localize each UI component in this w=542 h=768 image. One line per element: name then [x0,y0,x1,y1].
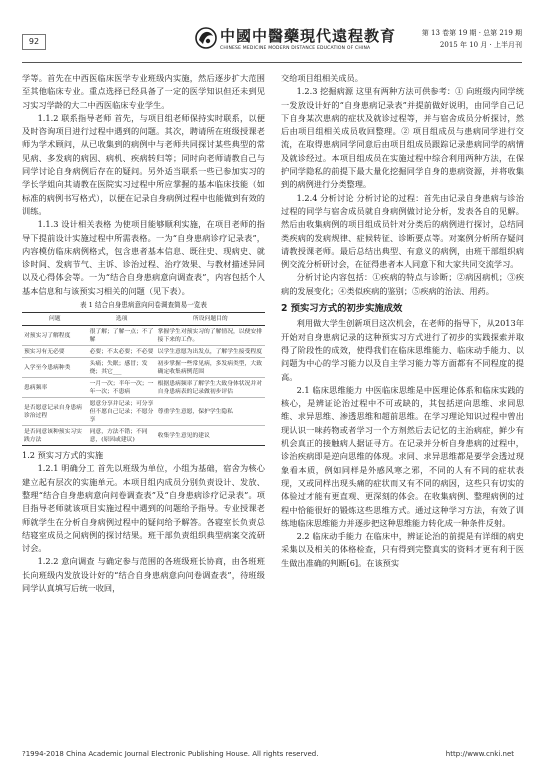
table-header: 选项 [88,313,156,326]
table-cell: 入学至今患病种类 [22,358,88,378]
running-header [22,22,522,63]
table-cell: 一月一次；半年一次；一年一次；不患病 [88,378,156,398]
table-row [22,378,265,398]
paragraph: 利用做大学生创新项目这次机会，在老师的指导下，从2013年开始对自身患病记录的这种预实习方式进行了初步的实践探索并取得了阶段性的成效，使得我们在临床思维能力、临床动手能力、以问题为中心的学习能力以及自主学习能力等方面都有不同程度的提高。 [281,318,524,382]
paragraph: 1.1.3 设计相关表格 为使项目能够顺利实施，在项目老师的指导下提前设计实施过程中所需表格。一为“自身患病诊疗记录表”，内容模仿临床病例格式，包含患者基本信息、既往史、现病史、就诊时间、发病节气、主诉、诊治过程、治疗效果、与教材描述异同以及心得体会等。一为“结合自身患病意向调查表”，内容包括个人基本信息和与该预实习相关的问题（见下表）。 [22,219,265,296]
table-row [22,426,265,446]
paragraph: 交给项目组相关成员。 [281,73,363,83]
copyright-footer [0,740,542,768]
table-cell: 必要；不太必要；不必要 [88,346,156,358]
paragraph: 1.2.3 挖掘病源 这里有两种方法可供参考：① 向班级内同学统一发放设计好的“自身患病记录表”并提前做好说明，由同学自己记下自身某次患病的症状及就诊过程等，并与宿舍成员分析探讨，然后由项目组相关成员收回整理。② 项目组成员与患病同学进行交流，在取得患病同学同意后由项目组成员跟踪记录患病同学的病情及就诊经过。本项目组成员在实施过程中综合利用两种方法，在保护同学隐私的前提下最大量化挖掘同学自身的患病资源，并将收集到的病例进行分类整理。 [281,86,524,190]
table-cell: 根据患病频率了解学生大致身体状况并对自身患病表的记录做初步评估 [156,378,265,398]
table-cell: 是否愿意记录自身患病诊治过程 [22,398,88,426]
table-cell: 尊重学生意愿，保护学生隐私 [156,398,265,426]
section-heading: 1.2 预实习方式的实施 [22,450,104,461]
table-row [22,346,265,358]
table-row [22,326,265,346]
table-header: 问题 [22,313,88,326]
paragraph: 1.1.2 联系指导老师 首先，与项目组老师保持实时联系，以便及时咨询项目进行过程中遇到的问题。其次，聘请所在班级授课老师为学术顾问，从已收集到的病例中与老师共同探讨某些典型的常见病、多发病的病因、病机、疾病转归等；同时向老师请教自己与同学讨论自身病例后存在的疑问。另外适当联系一些已参加实习的学长学姐向其请教在医院实习过程中所应掌握的基本临床技能（如标准的病例书写格式），以便在记录自身病例过程中也能做到有效的训练。 [22,112,265,216]
survey-table [22,312,265,446]
table-cell: 预实习有无必要 [22,346,88,358]
issue-volume: 第 13 卷第 19 期 · 总第 219 期 [421,29,522,37]
table-cell: 收集学生意见的建议 [156,426,265,446]
left-column [22,72,265,595]
table-row [22,358,265,378]
paragraph: 学等。首先在中西医临床医学专业班级内实施，然后逐步扩大范围至其他临床专业。重点选择已经具备了一定的医学知识但还未到见习实习学龄的大二中西医临床专业学生。 [22,73,265,110]
paragraph: 1.2.1 明确分工 首先以班级为单位，小组为基础，宿舍为核心建立起有层次的实施单元。本项目组内成员分别负责设计、发放、整理“结合自身患病意向问卷调查表”及“自身患病诊疗记录表”。项目指导老师就该项目实施过程中遇到的问题给予指导。专业授课老师就学生在分析自身病例过程中的疑问给予解答。各寝室长负责总结寝室成员之间病例的探讨结果。班干部负责组织典型病案交流研讨会。 [22,463,265,554]
paragraph: 2.1 临床思维能力 中医临床思维是中医理论体系和临床实践的核心，是辨证论治过程中不可或缺的，其包括逆向思维、求同思维、求异思维、渗透思维和超前思维。在学习理论知识过程中曾出现认识一味药物或者学习一个方剂然后去记忆的主治病症，鲜少有机会真正的接触病人据证寻方。在记录并分析自身患病的过程中，诊治疾病即是逆向思维的体现。求同、求异思维都是要学会透过现象看本质，例如同样是外感风寒之邪，不同的人有不同的症状表现，又或同样出现头痛的症状而又有不同的病因，这些只有切实的体验过才能有更直观、更深刻的体会。在收集病例、整理病例的过程中恰能很好的锻炼这些思维方式。通过这种学习方法，有效了训练地临床思维能力并逐步把这种思维能力转化成一种条件反射。 [281,384,524,528]
table-header: 所设问题目的 [156,313,265,326]
table-cell: 很了解；了解一点；不了解 [88,326,156,346]
paragraph: 2.2 临床动手能力 在临床中，辨证论治的前提是有详细的病史采集以及相关的体格检查，只有得到完整真实的资料才更有利于医生做出准确的判断[6]。在该预实 [281,531,524,568]
table-cell: 同意，方法不错；不同意，(原因或建议) [88,426,156,446]
table-cell: 是否同意该种预实习实践方法 [22,426,88,446]
table-cell: 掌握学生对预实习的了解情况，以便安排接下来的工作。 [156,326,265,346]
paragraph: 1.2.2 意向调查 与确定参与范围的各班级班长协商，由各班班长向班级内发放设计好的“结合自身患病意向问卷调查表”，待班级同学认真填写后统一收回， [22,556,265,594]
cnki-link[interactable]: http://www.cnki.net [445,750,514,758]
table-row [22,398,265,426]
paragraph: 分析讨论内容包括：①疾病的特点与诊断；②病因病机；③疾病的发展变化；④类似疾病的鉴别；⑤疾病的治法、用药。 [281,272,524,296]
table-cell: 初步掌握一些常见病，多发病类型，大致确定收集病例范围 [156,358,265,378]
right-column [281,72,524,570]
table-cell: 患病频率 [22,378,88,398]
table-cell: 以学生意愿为出发点，了解学生接受程度 [156,346,265,358]
copyright-text: ?1994-2018 China Academic Journal Electronic Publishing House. All rights reserved. [22,750,319,758]
table-cell: 对预实习了解程度 [22,326,88,346]
table-header-row [22,313,265,326]
paragraph: 1.2.4 分析讨论 分析讨论的过程：首先由记录自身患病与诊治过程的同学与宿舍成员就自身病例做讨论分析，发表各自的见解。然后由收集病例的项目组成员针对分类后的病例进行探讨，总结同类疾病的发病规律、症候转征、诊断要点等。对案例分析所存疑问请教授课老师。最后总结出典型、有意义的病例，由班干部组织病例交流分析研讨会，在征得患者本人同意下和大家共同交流学习。 [281,192,524,270]
page-number: 92 [22,34,46,50]
table-cell: 愿意分享并记录；可分享但不愿自己记录；不愿分享 [88,398,156,426]
masthead-title: 中國中醫藥現代遠程教育 [220,27,397,45]
table-cell: 头痛；失眠；感冒；发烧；其它___ [88,358,156,378]
journal-logo-icon [194,24,218,52]
masthead-subtitle: CHINESE MEDICINE MODERN DISTANCE EDUCATION OF CHINA [220,46,371,51]
issue-info [422,27,522,51]
section-heading: 2 预实习方式的初步实施成效 [281,303,403,315]
issue-date: 2015 年 10 月 · 上半月刊 [439,41,522,49]
table-caption: 表 1 结合自身患病意向问卷调查简易一览表 [79,301,208,310]
